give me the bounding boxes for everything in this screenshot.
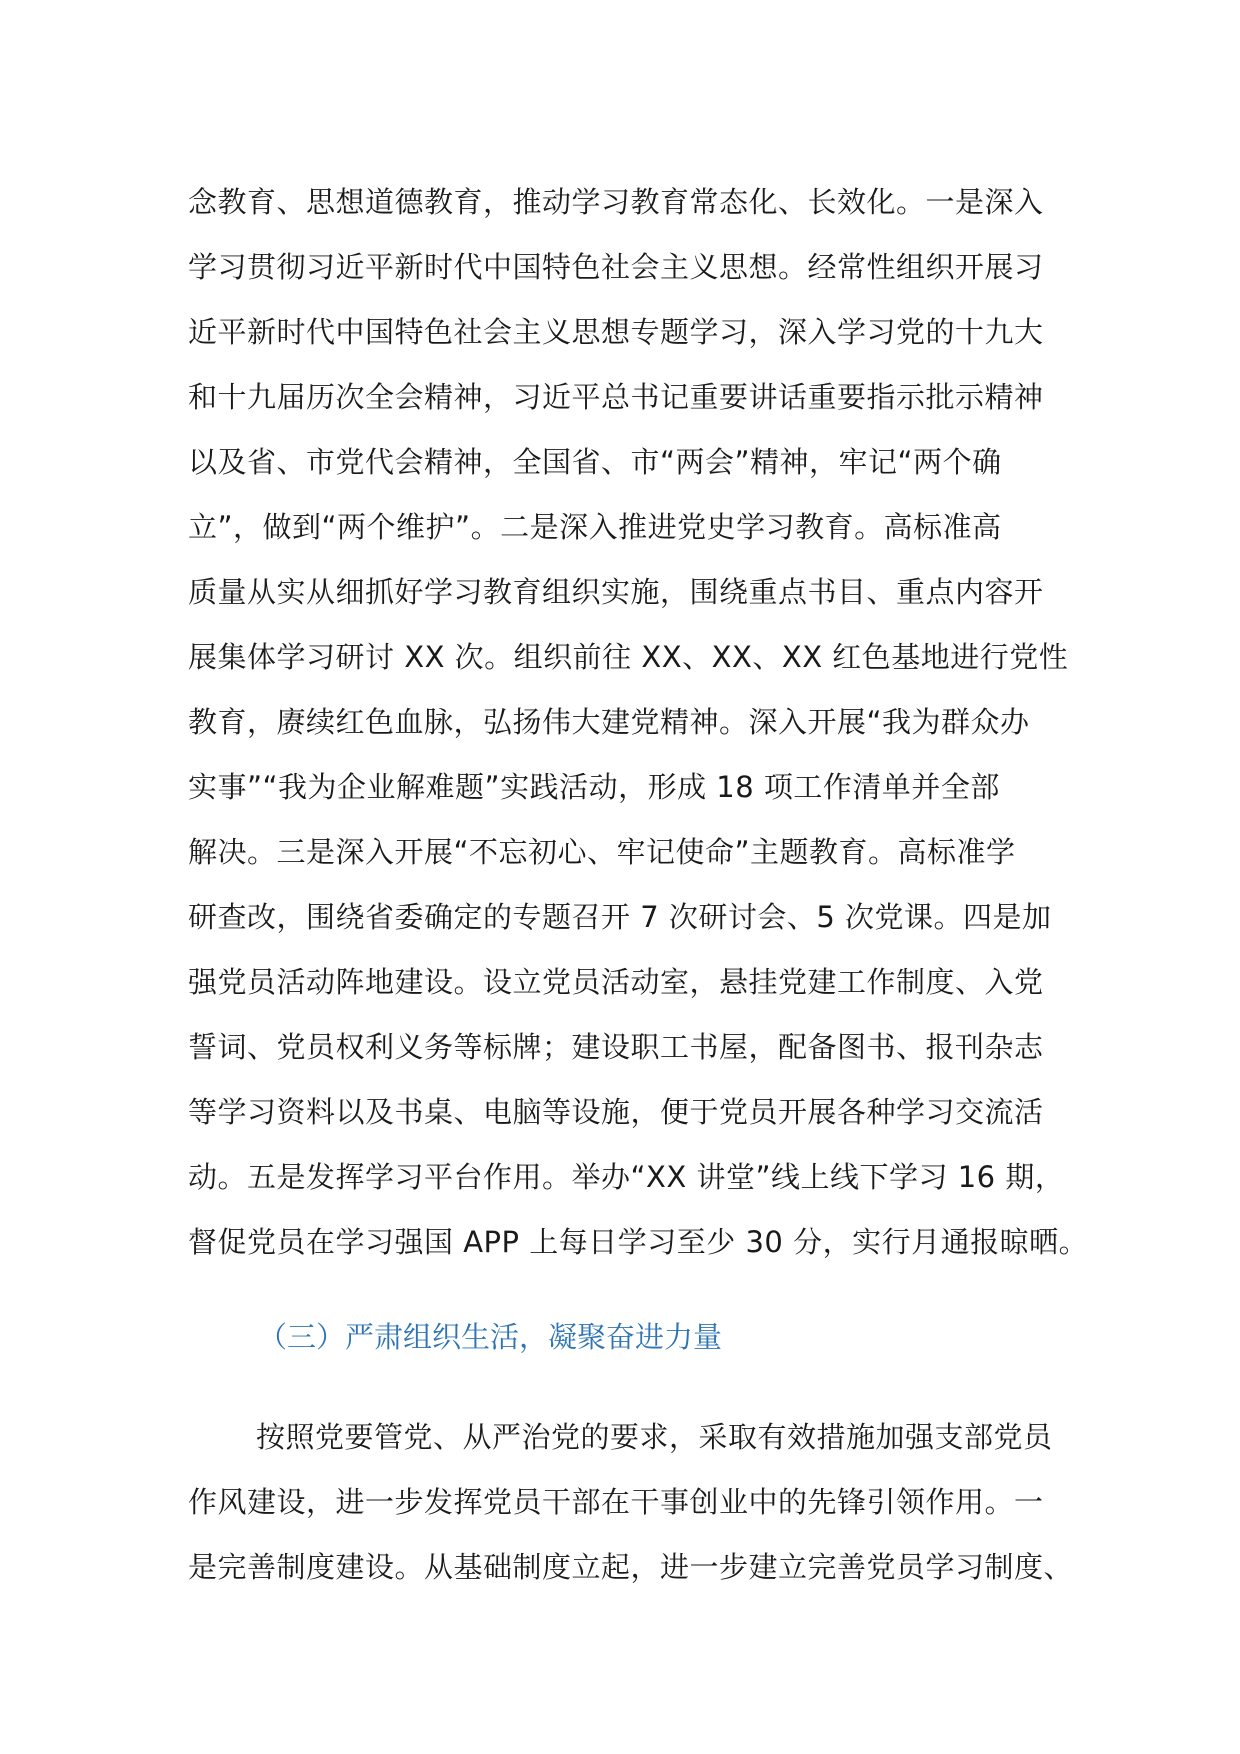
paragraph-line: 督促党员在学习强国 APP 上每日学习至少 30 分，实行月通报晾晒。 — [188, 1225, 1089, 1259]
paragraph-line: 以及省、市党代会精神，全国省、市“两会”精神，牢记“两个确 — [188, 445, 1002, 479]
paragraph-line: 实事”“我为企业解难题”实践活动，形成 18 项工作清单并全部 — [188, 770, 1000, 804]
paragraph-line: 近平新时代中国特色社会主义思想专题学习，深入学习党的十九大 — [188, 315, 1044, 349]
section-heading: （三）严肃组织生活，凝聚奋进力量 — [258, 1320, 723, 1354]
paragraph-line: 强党员活动阵地建设。设立党员活动室，悬挂党建工作制度、入党 — [188, 965, 1044, 999]
paragraph-line: 念教育、思想道德教育，推动学习教育常态化、长效化。一是深入 — [188, 185, 1044, 219]
paragraph-2 — [188, 1405, 1088, 1600]
paragraph-line: 学习贯彻习近平新时代中国特色社会主义思想。经常性组织开展习 — [188, 250, 1044, 284]
paragraph-line: 按照党要管党、从严治党的要求，采取有效措施加强支部党员 — [256, 1420, 1053, 1454]
paragraph-line: 质量从实从细抓好学习教育组织实施，围绕重点书目、重点内容开 — [188, 575, 1044, 609]
paragraph-line: 研查改，围绕省委确定的专题召开 7 次研讨会、5 次党课。四是加 — [188, 900, 1052, 934]
paragraph-line: 解决。三是深入开展“不忘初心、牢记使命”主题教育。高标准学 — [188, 835, 1016, 869]
paragraph-1 — [188, 170, 1088, 1275]
paragraph-line: 立”，做到“两个维护”。二是深入推进党史学习教育。高标准高 — [188, 510, 1002, 544]
paragraph-line: 动。五是发挥学习平台作用。举办“XX 讲堂”线上线下学习 16 期， — [188, 1160, 1065, 1194]
paragraph-line: 作风建设，进一步发挥党员干部在干事创业中的先锋引领作用。一 — [188, 1485, 1044, 1519]
paragraph-line: 和十九届历次全会精神，习近平总书记重要讲话重要指示批示精神 — [188, 380, 1044, 414]
paragraph-line: 展集体学习研讨 XX 次。组织前往 XX、XX、XX 红色基地进行党性 — [188, 640, 1069, 674]
paragraph-line: 等学习资料以及书桌、电脑等设施，便于党员开展各种学习交流活 — [188, 1095, 1044, 1129]
paragraph-line: 是完善制度建设。从基础制度立起，进一步建立完善党员学习制度、 — [188, 1550, 1074, 1584]
paragraph-line: 教育，赓续红色血脉，弘扬伟大建党精神。深入开展“我为群众办 — [188, 705, 1030, 739]
paragraph-line: 誓词、党员权利义务等标牌；建设职工书屋，配备图书、报刊杂志 — [188, 1030, 1044, 1064]
